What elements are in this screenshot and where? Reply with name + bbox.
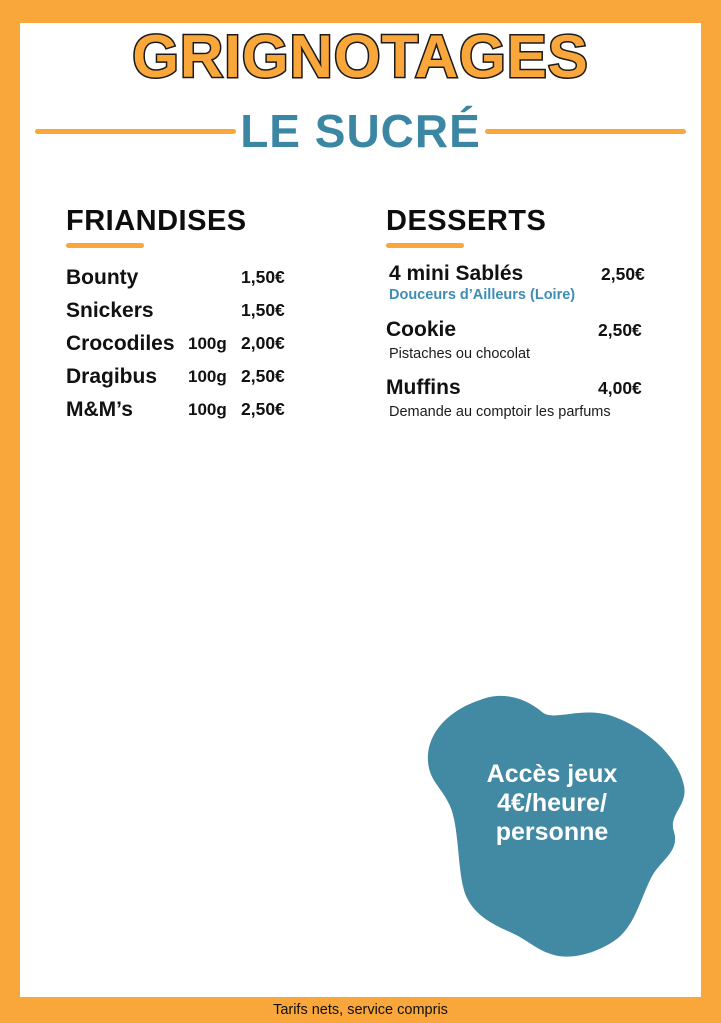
menu-row [66, 360, 316, 393]
page-subtitle: LE SUCRÉ [240, 105, 481, 157]
heading-underline [386, 243, 464, 248]
menu-item [386, 376, 656, 421]
divider-line-left [35, 129, 236, 134]
item-price: 1,50€ [241, 267, 285, 287]
page-border-left [0, 0, 20, 1023]
item-weight: 100g [188, 333, 227, 353]
desserts-list [386, 262, 656, 421]
item-name: 4 mini Sablés [389, 262, 524, 285]
games-access-line: Accès jeux [486, 760, 618, 788]
item-weight: 100g [188, 399, 227, 419]
page-border-right [701, 0, 721, 1023]
item-price: 2,00€ [241, 333, 285, 353]
item-name: Cookie [386, 317, 457, 341]
item-price: 4,00€ [598, 378, 642, 399]
item-name: Snickers [66, 298, 154, 322]
item-name: Crocodiles [66, 331, 175, 355]
menu-row [386, 376, 656, 400]
menu-row [66, 327, 316, 360]
menu-row [389, 262, 656, 286]
section-desserts [386, 205, 656, 430]
menu-item [386, 262, 656, 304]
item-price: 2,50€ [241, 366, 285, 386]
item-name: Dragibus [66, 364, 158, 388]
item-note: Pistaches ou chocolat [389, 345, 531, 362]
games-access-line: personne [495, 818, 609, 846]
item-price: 2,50€ [598, 319, 642, 340]
friandises-list [66, 261, 316, 426]
item-name: M&M’s [66, 397, 133, 421]
footer-note: Tarifs nets, service compris [273, 1002, 448, 1018]
item-price: 2,50€ [241, 399, 285, 419]
section-heading: DESSERTS [386, 205, 547, 237]
page-title: GRIGNOTAGES [132, 23, 589, 90]
item-note: Demande au comptoir les parfums [389, 404, 611, 421]
subtitle-divider [35, 106, 686, 157]
section-heading: FRIANDISES [66, 205, 247, 237]
item-note: Douceurs d’Ailleurs (Loire) [389, 287, 576, 303]
games-access-text [420, 760, 684, 847]
divider-line-right [485, 129, 686, 134]
heading-underline [66, 243, 144, 248]
page-border-top [0, 0, 721, 23]
item-name: Bounty [66, 265, 139, 289]
menu-item [386, 318, 656, 363]
item-weight: 100g [188, 366, 227, 386]
item-name: Muffins [386, 376, 461, 400]
menu-row [66, 393, 316, 426]
games-access-line: 4€/heure/ [497, 789, 607, 817]
menu-row [66, 294, 316, 327]
menu-row [66, 261, 316, 294]
section-friandises [66, 205, 316, 426]
item-price: 2,50€ [601, 264, 645, 284]
item-price: 1,50€ [241, 300, 285, 320]
menu-row [386, 318, 656, 342]
games-access-blob [420, 690, 698, 962]
